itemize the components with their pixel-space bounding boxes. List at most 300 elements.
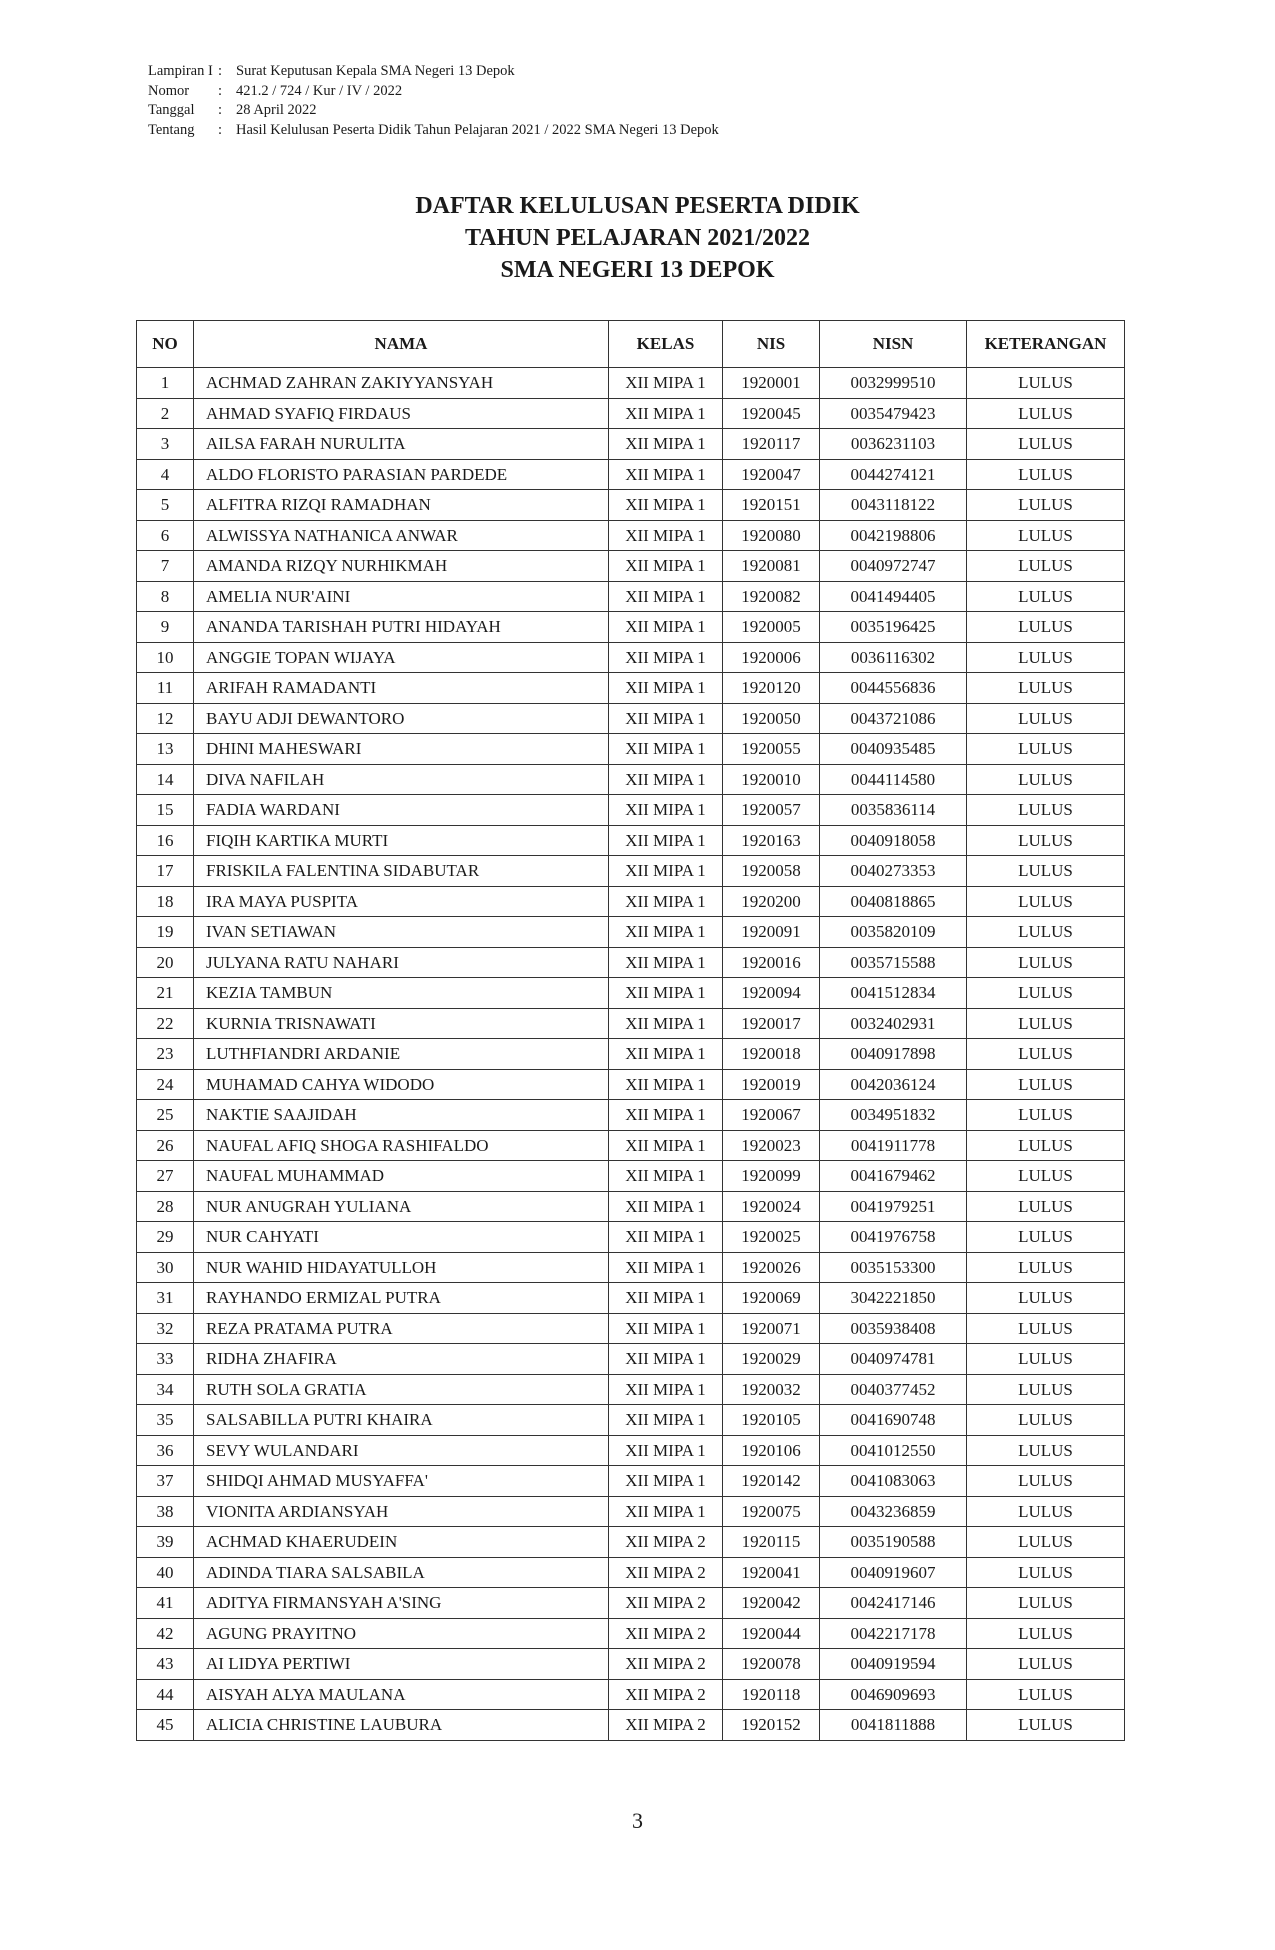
cell-keterangan: LULUS xyxy=(967,1496,1125,1527)
cell-no: 16 xyxy=(137,825,194,856)
cell-nis: 1920058 xyxy=(723,856,820,887)
cell-nis: 1920001 xyxy=(723,368,820,399)
cell-nisn: 0040919607 xyxy=(820,1557,967,1588)
cell-nama: FRISKILA FALENTINA SIDABUTAR xyxy=(194,856,609,887)
cell-nis: 1920151 xyxy=(723,490,820,521)
cell-keterangan: LULUS xyxy=(967,642,1125,673)
cell-kelas: XII MIPA 1 xyxy=(609,1161,723,1192)
cell-nis: 1920042 xyxy=(723,1588,820,1619)
table-row xyxy=(137,734,1125,765)
cell-nama: ARIFAH RAMADANTI xyxy=(194,673,609,704)
table-row xyxy=(137,551,1125,582)
cell-nis: 1920094 xyxy=(723,978,820,1009)
cell-nama: SEVY WULANDARI xyxy=(194,1435,609,1466)
cell-nis: 1920023 xyxy=(723,1130,820,1161)
cell-keterangan: LULUS xyxy=(967,1130,1125,1161)
cell-nis: 1920016 xyxy=(723,947,820,978)
table-row xyxy=(137,978,1125,1009)
cell-nama: ACHMAD KHAERUDEIN xyxy=(194,1527,609,1558)
cell-no: 35 xyxy=(137,1405,194,1436)
cell-nis: 1920115 xyxy=(723,1527,820,1558)
cell-kelas: XII MIPA 2 xyxy=(609,1649,723,1680)
cell-nama: DHINI MAHESWARI xyxy=(194,734,609,765)
cell-nis: 1920057 xyxy=(723,795,820,826)
cell-no: 27 xyxy=(137,1161,194,1192)
cell-nisn: 0044556836 xyxy=(820,673,967,704)
cell-nisn: 0041512834 xyxy=(820,978,967,1009)
cell-nisn: 0042036124 xyxy=(820,1069,967,1100)
cell-kelas: XII MIPA 1 xyxy=(609,825,723,856)
cell-no: 14 xyxy=(137,764,194,795)
cell-nisn: 0043721086 xyxy=(820,703,967,734)
cell-keterangan: LULUS xyxy=(967,1008,1125,1039)
cell-nisn: 0043236859 xyxy=(820,1496,967,1527)
table-row xyxy=(137,886,1125,917)
cell-nisn: 0042198806 xyxy=(820,520,967,551)
cell-nama: NUR CAHYATI xyxy=(194,1222,609,1253)
cell-no: 11 xyxy=(137,673,194,704)
table-row xyxy=(137,703,1125,734)
cell-keterangan: LULUS xyxy=(967,795,1125,826)
cell-nisn: 0042417146 xyxy=(820,1588,967,1619)
cell-nis: 1920041 xyxy=(723,1557,820,1588)
cell-kelas: XII MIPA 1 xyxy=(609,1405,723,1436)
cell-nis: 1920071 xyxy=(723,1313,820,1344)
cell-nama: NAKTIE SAAJIDAH xyxy=(194,1100,609,1131)
table-row xyxy=(137,1710,1125,1741)
cell-kelas: XII MIPA 1 xyxy=(609,1283,723,1314)
cell-keterangan: LULUS xyxy=(967,1039,1125,1070)
meta-key: Tanggal xyxy=(148,102,195,118)
cell-no: 32 xyxy=(137,1313,194,1344)
cell-no: 36 xyxy=(137,1435,194,1466)
table-row xyxy=(137,1100,1125,1131)
cell-kelas: XII MIPA 1 xyxy=(609,368,723,399)
cell-nis: 1920047 xyxy=(723,459,820,490)
table-row xyxy=(137,368,1125,399)
cell-nis: 1920152 xyxy=(723,1710,820,1741)
cell-kelas: XII MIPA 1 xyxy=(609,1435,723,1466)
table-row xyxy=(137,1557,1125,1588)
cell-no: 6 xyxy=(137,520,194,551)
meta-separator: : xyxy=(218,121,223,138)
cell-nis: 1920200 xyxy=(723,886,820,917)
page-number: 3 xyxy=(632,1808,643,1833)
cell-nisn: 0035938408 xyxy=(820,1313,967,1344)
cell-no: 8 xyxy=(137,581,194,612)
cell-no: 20 xyxy=(137,947,194,978)
cell-nis: 1920082 xyxy=(723,581,820,612)
cell-kelas: XII MIPA 1 xyxy=(609,581,723,612)
cell-keterangan: LULUS xyxy=(967,581,1125,612)
cell-no: 23 xyxy=(137,1039,194,1070)
meta-value: 28 April 2022 xyxy=(236,102,317,118)
header-metadata xyxy=(148,62,719,140)
cell-nama: AMELIA NUR'AINI xyxy=(194,581,609,612)
meta-row-lampiran xyxy=(148,62,719,82)
cell-nisn: 0041679462 xyxy=(820,1161,967,1192)
cell-no: 45 xyxy=(137,1710,194,1741)
cell-nis: 1920017 xyxy=(723,1008,820,1039)
cell-nama: AMANDA RIZQY NURHIKMAH xyxy=(194,551,609,582)
cell-nis: 1920120 xyxy=(723,673,820,704)
cell-nama: NAUFAL AFIQ SHOGA RASHIFALDO xyxy=(194,1130,609,1161)
table-row xyxy=(137,642,1125,673)
table-row xyxy=(137,764,1125,795)
cell-kelas: XII MIPA 1 xyxy=(609,1313,723,1344)
table-row xyxy=(137,490,1125,521)
cell-nama: SHIDQI AHMAD MUSYAFFA' xyxy=(194,1466,609,1497)
cell-keterangan: LULUS xyxy=(967,1100,1125,1131)
cell-nama: MUHAMAD CAHYA WIDODO xyxy=(194,1069,609,1100)
cell-no: 3 xyxy=(137,429,194,460)
cell-nama: NAUFAL MUHAMMAD xyxy=(194,1161,609,1192)
cell-nis: 1920044 xyxy=(723,1618,820,1649)
meta-row-tentang xyxy=(148,121,719,141)
cell-nama: SALSABILLA PUTRI KHAIRA xyxy=(194,1405,609,1436)
cell-keterangan: LULUS xyxy=(967,1618,1125,1649)
cell-nama: ANANDA TARISHAH PUTRI HIDAYAH xyxy=(194,612,609,643)
cell-nisn: 0041911778 xyxy=(820,1130,967,1161)
table-row xyxy=(137,1527,1125,1558)
table-row xyxy=(137,1618,1125,1649)
cell-no: 1 xyxy=(137,368,194,399)
cell-nisn: 0035836114 xyxy=(820,795,967,826)
cell-no: 38 xyxy=(137,1496,194,1527)
table-row xyxy=(137,1649,1125,1680)
table-row xyxy=(137,1283,1125,1314)
table-row xyxy=(137,581,1125,612)
cell-kelas: XII MIPA 1 xyxy=(609,1069,723,1100)
table-row xyxy=(137,1588,1125,1619)
document-title xyxy=(0,190,1275,286)
title-line-3: SMA NEGERI 13 DEPOK xyxy=(500,257,775,283)
cell-nama: IRA MAYA PUSPITA xyxy=(194,886,609,917)
table-row xyxy=(137,1313,1125,1344)
cell-kelas: XII MIPA 1 xyxy=(609,459,723,490)
cell-kelas: XII MIPA 1 xyxy=(609,642,723,673)
cell-kelas: XII MIPA 1 xyxy=(609,1100,723,1131)
cell-nama: VIONITA ARDIANSYAH xyxy=(194,1496,609,1527)
table-row xyxy=(137,1069,1125,1100)
cell-no: 4 xyxy=(137,459,194,490)
cell-nisn: 0044274121 xyxy=(820,459,967,490)
meta-value: Surat Keputusan Kepala SMA Negeri 13 Depok xyxy=(236,63,515,79)
cell-kelas: XII MIPA 1 xyxy=(609,1466,723,1497)
cell-kelas: XII MIPA 1 xyxy=(609,1496,723,1527)
cell-nis: 1920019 xyxy=(723,1069,820,1100)
cell-nisn: 0032999510 xyxy=(820,368,967,399)
cell-nis: 1920024 xyxy=(723,1191,820,1222)
cell-no: 29 xyxy=(137,1222,194,1253)
cell-nis: 1920105 xyxy=(723,1405,820,1436)
table-row xyxy=(137,398,1125,429)
cell-nisn: 0035715588 xyxy=(820,947,967,978)
cell-kelas: XII MIPA 1 xyxy=(609,1252,723,1283)
cell-nisn: 0041976758 xyxy=(820,1222,967,1253)
cell-nisn: 0040918058 xyxy=(820,825,967,856)
cell-keterangan: LULUS xyxy=(967,1435,1125,1466)
cell-nama: RIDHA ZHAFIRA xyxy=(194,1344,609,1375)
cell-keterangan: LULUS xyxy=(967,1374,1125,1405)
table-row xyxy=(137,1679,1125,1710)
cell-no: 30 xyxy=(137,1252,194,1283)
cell-nama: NUR ANUGRAH YULIANA xyxy=(194,1191,609,1222)
cell-keterangan: LULUS xyxy=(967,1527,1125,1558)
cell-no: 44 xyxy=(137,1679,194,1710)
cell-kelas: XII MIPA 1 xyxy=(609,886,723,917)
cell-kelas: XII MIPA 1 xyxy=(609,734,723,765)
cell-nisn: 0040273353 xyxy=(820,856,967,887)
cell-nama: ACHMAD ZAHRAN ZAKIYYANSYAH xyxy=(194,368,609,399)
meta-row-tanggal xyxy=(148,101,719,121)
graduation-table xyxy=(136,320,1125,1741)
cell-nama: ALFITRA RIZQI RAMADHAN xyxy=(194,490,609,521)
cell-nisn: 0035196425 xyxy=(820,612,967,643)
table-row xyxy=(137,1374,1125,1405)
cell-keterangan: LULUS xyxy=(967,520,1125,551)
meta-row-nomor xyxy=(148,82,719,102)
cell-nama: NUR WAHID HIDAYATULLOH xyxy=(194,1252,609,1283)
cell-nisn: 0041690748 xyxy=(820,1405,967,1436)
cell-nama: JULYANA RATU NAHARI xyxy=(194,947,609,978)
cell-keterangan: LULUS xyxy=(967,1588,1125,1619)
cell-keterangan: LULUS xyxy=(967,398,1125,429)
table-row xyxy=(137,1222,1125,1253)
column-header-nama: NAMA xyxy=(194,321,609,368)
cell-nisn: 0044114580 xyxy=(820,764,967,795)
cell-kelas: XII MIPA 1 xyxy=(609,490,723,521)
meta-separator: : xyxy=(218,82,223,99)
cell-kelas: XII MIPA 1 xyxy=(609,1008,723,1039)
cell-kelas: XII MIPA 1 xyxy=(609,1130,723,1161)
cell-no: 39 xyxy=(137,1527,194,1558)
column-header-no: NO xyxy=(137,321,194,368)
cell-no: 2 xyxy=(137,398,194,429)
cell-nama: FADIA WARDANI xyxy=(194,795,609,826)
cell-kelas: XII MIPA 1 xyxy=(609,764,723,795)
cell-no: 17 xyxy=(137,856,194,887)
cell-nis: 1920099 xyxy=(723,1161,820,1192)
cell-keterangan: LULUS xyxy=(967,1649,1125,1680)
cell-kelas: XII MIPA 1 xyxy=(609,978,723,1009)
cell-kelas: XII MIPA 1 xyxy=(609,612,723,643)
table-row xyxy=(137,1405,1125,1436)
cell-nis: 1920075 xyxy=(723,1496,820,1527)
cell-nis: 1920025 xyxy=(723,1222,820,1253)
cell-keterangan: LULUS xyxy=(967,856,1125,887)
cell-nama: BAYU ADJI DEWANTORO xyxy=(194,703,609,734)
cell-nis: 1920163 xyxy=(723,825,820,856)
column-header-keterangan: KETERANGAN xyxy=(967,321,1125,368)
cell-keterangan: LULUS xyxy=(967,1069,1125,1100)
meta-key: Lampiran I xyxy=(148,63,213,79)
cell-kelas: XII MIPA 1 xyxy=(609,703,723,734)
cell-kelas: XII MIPA 1 xyxy=(609,1039,723,1070)
cell-keterangan: LULUS xyxy=(967,551,1125,582)
cell-nis: 1920067 xyxy=(723,1100,820,1131)
cell-kelas: XII MIPA 1 xyxy=(609,1374,723,1405)
cell-nama: ALDO FLORISTO PARASIAN PARDEDE xyxy=(194,459,609,490)
table-row xyxy=(137,1161,1125,1192)
cell-nama: FIQIH KARTIKA MURTI xyxy=(194,825,609,856)
cell-no: 43 xyxy=(137,1649,194,1680)
cell-keterangan: LULUS xyxy=(967,429,1125,460)
cell-kelas: XII MIPA 1 xyxy=(609,673,723,704)
cell-no: 18 xyxy=(137,886,194,917)
cell-nisn: 0041012550 xyxy=(820,1435,967,1466)
cell-nisn: 0041494405 xyxy=(820,581,967,612)
title-line-2: TAHUN PELAJARAN 2021/2022 xyxy=(465,225,810,251)
cell-nisn: 0040818865 xyxy=(820,886,967,917)
table-row xyxy=(137,520,1125,551)
cell-keterangan: LULUS xyxy=(967,368,1125,399)
cell-nis: 1920032 xyxy=(723,1374,820,1405)
table-row xyxy=(137,1191,1125,1222)
meta-value: Hasil Kelulusan Peserta Didik Tahun Pelajaran 2021 / 2022 SMA Negeri 13 Depok xyxy=(236,121,719,138)
cell-nisn: 0035479423 xyxy=(820,398,967,429)
cell-no: 25 xyxy=(137,1100,194,1131)
cell-kelas: XII MIPA 1 xyxy=(609,917,723,948)
table-row xyxy=(137,1344,1125,1375)
cell-nisn: 0036116302 xyxy=(820,642,967,673)
table-row xyxy=(137,1252,1125,1283)
table-row xyxy=(137,795,1125,826)
cell-kelas: XII MIPA 1 xyxy=(609,429,723,460)
cell-keterangan: LULUS xyxy=(967,1405,1125,1436)
table-row xyxy=(137,1130,1125,1161)
cell-no: 24 xyxy=(137,1069,194,1100)
cell-nisn: 0041979251 xyxy=(820,1191,967,1222)
cell-nisn: 0040974781 xyxy=(820,1344,967,1375)
table-row xyxy=(137,1496,1125,1527)
cell-kelas: XII MIPA 2 xyxy=(609,1710,723,1741)
cell-nisn: 0035153300 xyxy=(820,1252,967,1283)
cell-no: 26 xyxy=(137,1130,194,1161)
cell-nama: ADITYA FIRMANSYAH A'SING xyxy=(194,1588,609,1619)
table-row xyxy=(137,459,1125,490)
cell-kelas: XII MIPA 2 xyxy=(609,1557,723,1588)
table-row xyxy=(137,825,1125,856)
cell-nisn: 3042221850 xyxy=(820,1283,967,1314)
cell-keterangan: LULUS xyxy=(967,459,1125,490)
cell-nama: ADINDA TIARA SALSABILA xyxy=(194,1557,609,1588)
cell-nis: 1920091 xyxy=(723,917,820,948)
cell-keterangan: LULUS xyxy=(967,825,1125,856)
cell-nisn: 0036231103 xyxy=(820,429,967,460)
cell-kelas: XII MIPA 2 xyxy=(609,1679,723,1710)
meta-key: Nomor xyxy=(148,82,190,99)
cell-kelas: XII MIPA 1 xyxy=(609,1344,723,1375)
cell-keterangan: LULUS xyxy=(967,1313,1125,1344)
cell-nama: IVAN SETIAWAN xyxy=(194,917,609,948)
cell-no: 40 xyxy=(137,1557,194,1588)
cell-nis: 1920029 xyxy=(723,1344,820,1375)
cell-no: 34 xyxy=(137,1374,194,1405)
cell-keterangan: LULUS xyxy=(967,673,1125,704)
cell-nisn: 0041811888 xyxy=(820,1710,967,1741)
cell-nisn: 0040972747 xyxy=(820,551,967,582)
table-row xyxy=(137,673,1125,704)
cell-nis: 1920006 xyxy=(723,642,820,673)
cell-nis: 1920081 xyxy=(723,551,820,582)
cell-kelas: XII MIPA 1 xyxy=(609,795,723,826)
cell-keterangan: LULUS xyxy=(967,734,1125,765)
cell-kelas: XII MIPA 1 xyxy=(609,398,723,429)
cell-nama: ALICIA CHRISTINE LAUBURA xyxy=(194,1710,609,1741)
meta-separator: : xyxy=(218,63,223,79)
cell-nis: 1920080 xyxy=(723,520,820,551)
table-body xyxy=(137,368,1125,1741)
table-row xyxy=(137,917,1125,948)
cell-nama: ANGGIE TOPAN WIJAYA xyxy=(194,642,609,673)
table-row xyxy=(137,1008,1125,1039)
table-row xyxy=(137,429,1125,460)
cell-no: 13 xyxy=(137,734,194,765)
cell-no: 12 xyxy=(137,703,194,734)
cell-kelas: XII MIPA 1 xyxy=(609,551,723,582)
cell-kelas: XII MIPA 1 xyxy=(609,947,723,978)
cell-keterangan: LULUS xyxy=(967,917,1125,948)
cell-no: 7 xyxy=(137,551,194,582)
cell-no: 33 xyxy=(137,1344,194,1375)
cell-nis: 1920106 xyxy=(723,1435,820,1466)
table-row xyxy=(137,612,1125,643)
cell-nisn: 0041083063 xyxy=(820,1466,967,1497)
cell-no: 31 xyxy=(137,1283,194,1314)
cell-nama: KURNIA TRISNAWATI xyxy=(194,1008,609,1039)
cell-no: 9 xyxy=(137,612,194,643)
cell-nisn: 0035190588 xyxy=(820,1527,967,1558)
cell-kelas: XII MIPA 2 xyxy=(609,1588,723,1619)
cell-nama: AISYAH ALYA MAULANA xyxy=(194,1679,609,1710)
column-header-nis: NIS xyxy=(723,321,820,368)
cell-no: 21 xyxy=(137,978,194,1009)
cell-no: 42 xyxy=(137,1618,194,1649)
cell-keterangan: LULUS xyxy=(967,1191,1125,1222)
cell-keterangan: LULUS xyxy=(967,1710,1125,1741)
cell-kelas: XII MIPA 2 xyxy=(609,1618,723,1649)
table-row xyxy=(137,1435,1125,1466)
cell-nis: 1920050 xyxy=(723,703,820,734)
title-line-1: DAFTAR KELULUSAN PESERTA DIDIK xyxy=(415,193,860,219)
cell-no: 22 xyxy=(137,1008,194,1039)
cell-nisn: 0040935485 xyxy=(820,734,967,765)
cell-no: 10 xyxy=(137,642,194,673)
cell-no: 41 xyxy=(137,1588,194,1619)
cell-nisn: 0042217178 xyxy=(820,1618,967,1649)
cell-no: 19 xyxy=(137,917,194,948)
column-header-nisn: NISN xyxy=(820,321,967,368)
cell-keterangan: LULUS xyxy=(967,1161,1125,1192)
cell-keterangan: LULUS xyxy=(967,1557,1125,1588)
cell-nis: 1920078 xyxy=(723,1649,820,1680)
cell-nis: 1920005 xyxy=(723,612,820,643)
meta-value: 421.2 / 724 / Kur / IV / 2022 xyxy=(236,82,403,99)
cell-keterangan: LULUS xyxy=(967,1466,1125,1497)
table-row xyxy=(137,1039,1125,1070)
cell-nama: AHMAD SYAFIQ FIRDAUS xyxy=(194,398,609,429)
cell-nama: RAYHANDO ERMIZAL PUTRA xyxy=(194,1283,609,1314)
cell-nisn: 0032402931 xyxy=(820,1008,967,1039)
cell-nis: 1920069 xyxy=(723,1283,820,1314)
cell-keterangan: LULUS xyxy=(967,1252,1125,1283)
meta-separator: : xyxy=(218,102,223,118)
cell-keterangan: LULUS xyxy=(967,703,1125,734)
cell-nis: 1920045 xyxy=(723,398,820,429)
meta-key: Tentang xyxy=(148,121,195,138)
table-row xyxy=(137,1466,1125,1497)
